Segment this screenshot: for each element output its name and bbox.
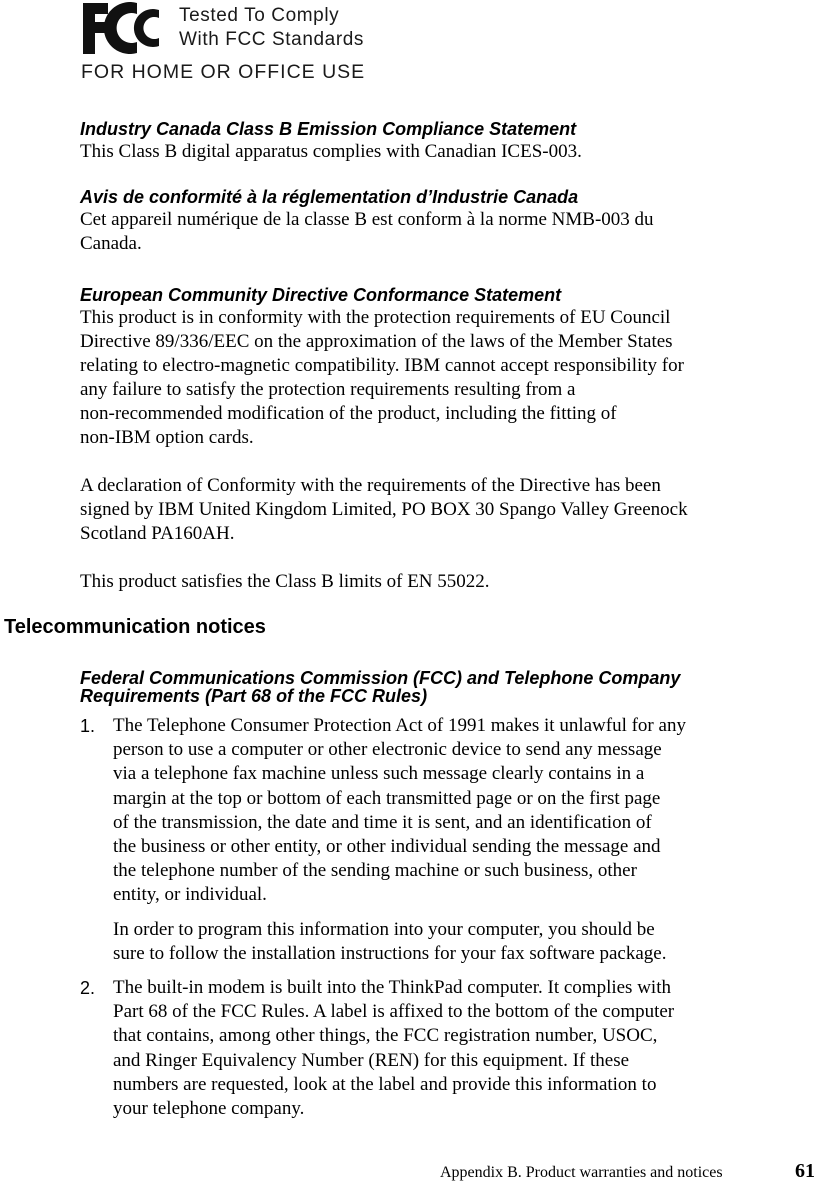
european-line: A declaration of Conformity with the requirements of the Directive has been [80,475,661,496]
european-section [80,285,818,594]
industry-canada-body: This Class B digital apparatus complies with Canadian ICES-003. [80,141,582,162]
fcc-home-office-text: FOR HOME OR OFFICE USE [81,61,366,83]
fcc-logo [80,0,380,84]
european-paragraph-2 [80,474,818,546]
list-item-line: person to use a computer or other electronic device to send any message [113,739,662,761]
list-item-body [113,976,818,1121]
european-line: This product is in conformity with the protection requirements of EU Council [80,307,671,328]
european-line: non-IBM option cards. [80,427,254,448]
list-item-line: margin at the top or bottom of each transmitted page or on the first page [113,787,661,809]
avis-line: Canada. [80,233,142,254]
list-item-line: entity, or individual. [113,884,267,906]
list-item-number: 1. [80,716,96,736]
list-item-line: sure to follow the installation instructions for your fax software package. [113,942,667,964]
list-item-line: In order to program this information into your computer, you should be [113,918,655,940]
european-line: signed by IBM United Kingdom Limited, PO BOX 30 Spango Valley Greenock [80,499,688,520]
fcc-subheading [80,669,818,705]
european-line: non-recommended modification of the product, including the fitting of [80,403,617,424]
european-line: relating to electro-magnetic compatibility. IBM cannot accept responsibility for [80,355,684,376]
industry-canada-heading: Industry Canada Class B Emission Compliance Statement [80,119,577,139]
european-paragraph-1 [80,306,818,450]
list-item-line: the business or other entity, or other individual sending the message and [113,836,661,858]
fcc-standards-text: With FCC Standards [179,29,365,50]
telecom-section-title: Telecommunication notices [4,616,266,638]
fcc-subheading-line: Requirements (Part 68 of the FCC Rules) [80,686,428,706]
european-paragraph-3: This product satisfies the Class B limits of EN 55022. [80,571,490,592]
avis-section [80,187,818,256]
list-item-line: your telephone company. [113,1098,305,1120]
avis-line: Cet appareil numérique de la classe B est conform à la norme NMB-003 du [80,209,654,230]
page-footer [440,1160,818,1184]
list-item-body [113,714,818,966]
list-item-line: numbers are requested, look at the label and provide this information to [113,1073,657,1095]
european-line: Scotland PA160AH. [80,523,235,544]
list-item-line: Part 68 of the FCC Rules. A label is affixed to the bottom of the computer [113,1001,675,1023]
list-item-line: via a telephone fax machine unless such message clearly contains in a [113,763,645,785]
list-item-line: of the transmission, the date and time it is sent, and an identification of [113,811,652,833]
list-item-number: 2. [80,978,96,998]
list-item-line: The built-in modem is built into the ThinkPad computer. It complies with [113,977,671,998]
fcc-subheading-line: Federal Communications Commission (FCC) and Telephone Company [80,668,681,688]
avis-heading: Avis de conformité à la réglementation d’Industrie Canada [80,187,579,207]
european-line: Directive 89/336/EEC on the approximation of the laws of the Member States [80,331,673,352]
list-item-line: the telephone number of the sending machine or such business, other [113,860,637,882]
fcc-tested-text: Tested To Comply [179,5,340,26]
footer-chapter-text: Appendix B. Product warranties and notices [440,1164,723,1181]
industry-canada-section [80,119,818,164]
page-number: 61 [795,1160,815,1182]
list-item-line: that contains, among other things, the FCC registration number, USOC, [113,1025,658,1047]
european-line: any failure to satisfy the protection requirements resulting from a [80,379,576,400]
fcc-mark-icon [80,0,162,56]
list-item-line: The Telephone Consumer Protection Act of 1991 makes it unlawful for any [113,715,686,736]
list-item-line: and Ringer Equivalency Number (REN) for this equipment. If these [113,1049,630,1071]
european-heading: European Community Directive Conformance Statement [80,285,562,305]
